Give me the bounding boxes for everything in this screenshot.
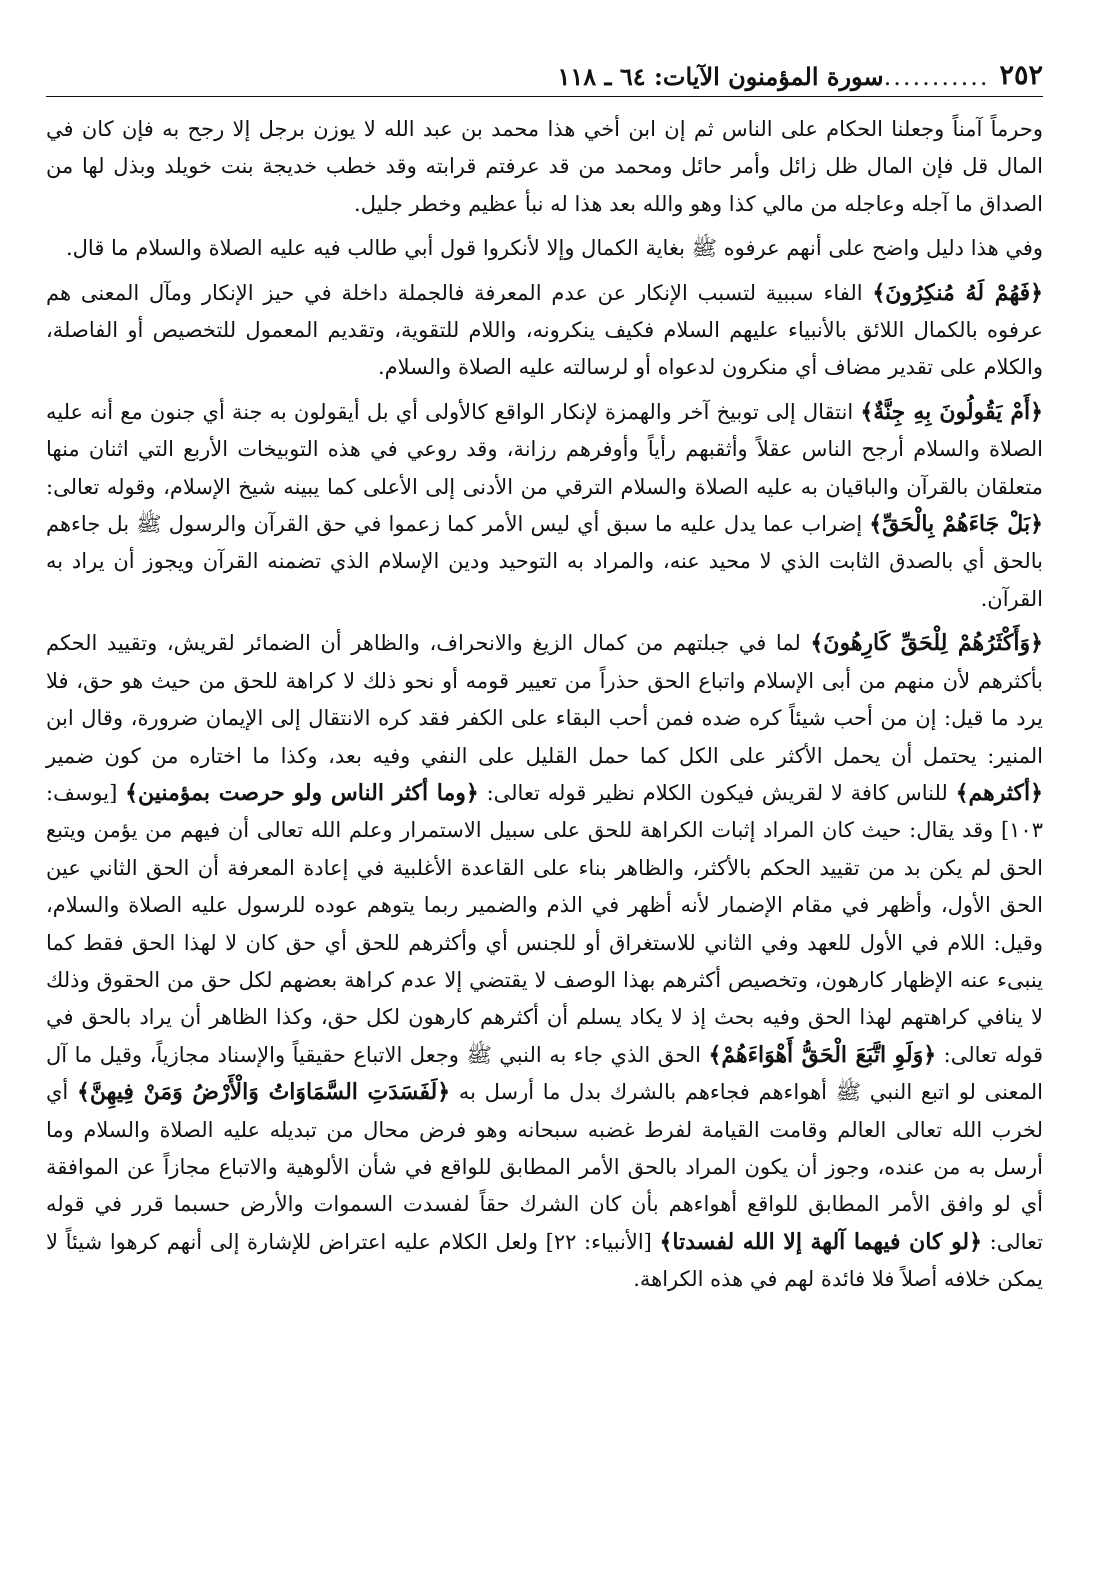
- running-title: سورة المؤمنون الآيات: ٦٤ ـ ١١٨: [557, 62, 884, 92]
- quran-quote: ﴿أَمْ يَقُولُونَ بِهِ جِنَّةٌ﴾: [860, 398, 1043, 425]
- paragraph: [46, 230, 1043, 267]
- paragraph-text: [الأنبياء: ٢٢] ولعل الكلام عليه اعتراض للإشارة إلى أنهم كرهوا شيئاً لا يمكن خلافه أصلاً فلا فائدة لهم في هذه الكراهة.: [46, 1229, 1043, 1292]
- quran-quote: ﴿وما أكثر الناس ولو حرصت بمؤمنين﴾: [125, 779, 479, 806]
- quran-quote: ﴿وَأَكْثَرُهُمْ لِلْحَقِّ كَارِهُونَ﴾: [810, 630, 1043, 657]
- quran-quote: ﴿بَلْ جَاءَهُمْ بِالْحَقِّ﴾: [869, 511, 1043, 538]
- page-header: [46, 52, 1043, 97]
- paragraph: [46, 111, 1043, 223]
- paragraph-text: إضراب عما يدل عليه ما سبق أي ليس الأمر كما زعموا في حق القرآن والرسول ﷺ بل جاءهم بالحق أي بالصدق الثابت الذي لا محيد عنه، والمراد به التوحيد ودين الإسلام الذي تضمنه القرآن ويجوز أن يراد به القرآن.: [46, 512, 1043, 611]
- quran-quote: ﴿وَلَوِ اتَّبَعَ الْحَقُّ أَهْوَاءَهُمْ﴾: [708, 1041, 937, 1068]
- paragraph: [46, 625, 1043, 1298]
- quran-quote: ﴿لَفَسَدَتِ السَّمَاوَاتُ وَالْأَرْضُ وَمَنْ فِيهِنَّ﴾: [76, 1079, 451, 1106]
- paragraph-text: وحرماً آمناً وجعلنا الحكام على الناس ثم إن ابن أخي هذا محمد بن عبد الله لا يوزن برجل إلا رجح به فإن كان في المال قل فإن المال ظل زائل وأمر حائل ومحمد من قد عرفتم قرابته وقد خطب خديجة بنت خويلد وبذل لها من الصداق ما آجله وعاجله من مالي كذا وهو والله بعد هذا له نبأ عظيم وخطر جليل.: [46, 117, 1043, 216]
- quran-quote: ﴿أكثرهم﴾: [955, 779, 1043, 806]
- paragraph: [46, 394, 1043, 618]
- page-number: ٢٥٢: [999, 59, 1043, 91]
- paragraph-text: [يوسف: ١٠٣] وقد يقال: حيث كان المراد إثبات الكراهة للحق على سبيل الاستمرار وعلم الله تعالى أن فيهم من يؤمن ويتبع الحق لم يكن بد من تقييد الحكم بالأكثر، والظاهر بناء على القاعدة الأغلبية في إعادة المعرفة أن الحق الثاني عين الحق الأول، وأظهر في مقام الإضمار لأنه أظهر في الذم والضمير ربما يتوهم عوده للرسول عليه الصلاة والسلام، وقيل: اللام في الأول للعهد وفي الثاني للاستغراق أو للجنس أي وأكثرهم للحق أي حق كان لا لهذا الحق فقط كما ينبىء عنه الإظهار كارهون، وتخصيص أكثرهم بهذا الوصف لا يقتضي إلا عدم كراهة بعضهم لكل حق من الحقوق وذلك لا ينافي كراهتهم لهذا الحق وفيه بحث إذ لا يكاد يسلم أن أكثرهم كارهون لكل حق، وكذا الظاهر أن يراد بالحق في قوله تعالى:: [46, 780, 1043, 1067]
- paragraph-text: انتقال إلى توبيخ آخر والهمزة لإنكار الواقع كالأولى أي بل أيقولون به جنة أي جنون مع أنه عليه الصلاة والسلام أرجح الناس عقلاً وأثقبهم رأياً وأوفرهم رزانة، وقد روعي في هذه التوبيخات الأربع التي اثنان منها متعلقان بالقرآن والباقيان به عليه الصلاة والسلام الترقي من الأدنى إلى الأعلى كما يبينه شيخ الإسلام، وقوله تعالى:: [46, 399, 1043, 499]
- page-body: [46, 111, 1043, 1299]
- paragraph-text: وفي هذا دليل واضح على أنهم عرفوه ﷺ بغاية الكمال وإلا لأنكروا قول أبي طالب فيه عليه الصلاة والسلام ما قال.: [65, 236, 1043, 261]
- quran-quote: ﴿لو كان فيهما آلهة إلا الله لفسدتا﴾: [659, 1228, 983, 1255]
- paragraph-text: أي لخرب الله تعالى العالم وقامت القيامة لفرط غضبه سبحانه وهو فرض محال من تبديله عليه الصلاة والسلام وما أرسل به من عنده، وجوز أن يكون المراد بالحق الأمر المطابق للواقع في شأن الألوهية والاتباع مجازاً عن الموافقة أي لو وافق الأمر المطابق للواقع أهواءهم بأن كان الشرك حقاً لفسدت السموات والأرض حسبما قرر في قوله تعالى:: [46, 1080, 1043, 1254]
- paragraph: [46, 275, 1043, 387]
- header-dots: ...........: [883, 63, 990, 92]
- paragraph-text: الفاء سببية لتسبب الإنكار عن عدم المعرفة فالجملة داخلة في حيز الإنكار ومآل المعنى هم عرفوه بالكمال اللائق بالأنبياء عليهم السلام فكيف ينكرونه، واللام للتقوية، وتقديم المعمول للتخصيص أو الفاصلة، والكلام على تقدير مضاف أي منكرون لدعواه أو لرسالته عليه الصلاة والسلام.: [46, 280, 1044, 380]
- paragraph-text: للناس كافة لا لقريش فيكون الكلام نظير قوله تعالى:: [478, 780, 956, 805]
- paragraph-text: لما في جبلتهم من كمال الزيغ والانحراف، والظاهر أن الضمائر لقريش، وتقييد الحكم بأكثرهم لأن منهم من أبى الإسلام واتباع الحق حذراً من تعيير قومه أو نحو ذلك لا كراهة للحق من حيث هو حق، فلا يرد ما قيل: إن من أحب شيئاً كره ضده فمن أحب البقاء على الكفر فقد كره الانتقال إلى الإيمان ضرورة، وقال ابن المنير: يحتمل أن يحمل الأكثر على الكل كما حمل القليل على النفي وفيه بعد، وكذا ما اختاره من كون ضمير: [46, 631, 1043, 768]
- quran-quote: ﴿فَهُمْ لَهُ مُنكِرُونَ﴾: [872, 279, 1043, 306]
- paragraph-text: الحق الذي جاء به النبي ﷺ وجعل الاتباع حقيقياً والإسناد مجازياً، وقيل ما آل المعنى لو اتبع النبي ﷺ أهواءهم فجاءهم بالشرك بدل ما أرسل به: [46, 1042, 1043, 1105]
